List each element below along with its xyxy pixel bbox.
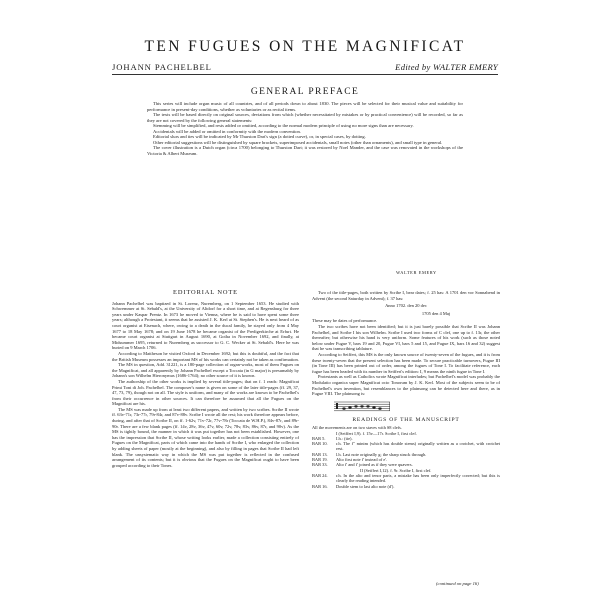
- general-preface-heading: GENERAL PREFACE: [250, 87, 360, 97]
- editorial-paragraph: According to Seiffert, this MS is the only known source of twenty-seven of the fugues, and it is from these twenty-seven that the present selection has been made. To secure practicable turnovers, Fugue III (in Tone III) has been printed out of order, among the fugues of Tone I. To facilitate reference, each fugue has been headed with its number in Seiffert's edition: I, 9 means the ninth fugue in Tone I.: [312, 351, 500, 374]
- editorial-paragraph: According to Mattheson he visited Oxford in December 1692; but this is doubtful, and the fact that the British Museum possesses an important MS of his works can certainly not be taken as confirmation.: [112, 350, 299, 362]
- preface-signature: WALTER EMERY: [396, 270, 437, 275]
- editorial-paragraph: The MS in question, Add. 31221, is a 180-page collection of organ-works, most of them Fugues on the Magnificat, and all apparently by Johann Pachelbel except a Toccata (in G major) is presumably by Johann's son Wilhelm Hieronymus (1686-1764); no other source of it is known.: [112, 362, 299, 379]
- readings-intro-text: All the movements are on two staves with S8 clefs.: [312, 425, 402, 431]
- editorial-paragraph: Johann Pachelbel was baptized in St. Lorenz, Nuremberg, on 1 September 1653. He studied with Schwemmer at St. Sebald's, at the University of Altdorf for a short time, and at Regensburg for three years under Kaspar Prentz. In 1673 he moved to Vienna, where he is said to have spent some three years; although a Protestant, it seems that he assisted J. K. Kerl at St. Stephen's. He is next heard of as court organist at Eisenach, where, owing to a death in the ducal family, he stayed only from 4 May 1677 to 18 May 1678; and on 19 June 1678 he became organist of the Predigerkirche at Erfurt. He became court organist at Stuttgart in August 1690, at Gotha in November 1692, and finally, at Midsummer 1695, returned to Nuremberg as successor to G. C. Wecker at St. Sebald's. Here he was buried on 9 March 1706.: [112, 300, 299, 351]
- preface-paragraph: Other editorial suggestions will be distinguished by square brackets, superimposed accidentals, small notes (other than ornaments), and small type in general.: [153, 139, 443, 145]
- editorial-paragraph: The MS was made up from at least two different papers, and written by two scribes. Scribe II wrote ff. 63v-71r, 73r-77r, 79r-84r, and 87v-88v. Scribe I wrote all the rest; his work therefore appears before, during, and after that of Scribe II, on ff. 1-62v, 71v-72r, 77v-78r (Toccata de W.H.P.), 84v-87r, and 89r-90r. There are a few blank pages (ff. 14v, 28v, 36v, 47v, 60v, 72v, 78v, 83v, 86v, 87r, and 90v). As the MS is tightly bound, the manner in which it was put together has not been established. However, one has the impression that Scribe II, whose writing looks earlier, made a collection consisting entirely of Fugues on the Magnificat, parts of which came into the hands of Scribe I, who enlarged the collection by adding sheets of paper (mostly at the beginning), and also by filling in pages that Scribe II had left blank. The unsystematic way in which the MS was put together is reflected in the confused arrangement of its contents; but it is obvious that the Fugues on the Magnificat ought to have been grouped according to their Tones.: [112, 406, 299, 468]
- date-line: 1705 den 4 Maj: [421, 310, 451, 316]
- continued-note: (continued on page 16): [436, 581, 479, 586]
- reading-bar: BAR 13.: [312, 451, 328, 457]
- reading-bar: BAR 19.: [312, 457, 328, 463]
- reading-text: r.h. In the alto and tenor parts, a mistake has been only imperfectly corrected; but this is clearly the reading intended.: [336, 472, 500, 484]
- title-page-dates-intro: Two of the title-pages, both written by Scribe I, bear dates; f. 25 has: A 1701 den vor Sonnabend in Advent (the second Saturday in Advent); f. 37 has:: [312, 290, 500, 301]
- work-title: TEN FUGUES ON THE MAGNIFICAT: [144, 38, 466, 55]
- editorial-note-column: [112, 290, 299, 468]
- reading-bar: BAR 33.: [312, 462, 328, 468]
- general-preface-body: [147, 101, 463, 156]
- composer-name: JOHANN PACHELBEL: [112, 62, 212, 72]
- readings-heading: READINGS OF THE MANUSCRIPT: [352, 416, 460, 423]
- preface-paragraph: Stemming will be simplified, and rests added or omitted, according to the normal modern principle of using no more signs than are necessary.: [153, 123, 414, 129]
- preface-paragraph: The texts will be based directly on original sources, deviations from which (whether necessitated by mistakes or by practical convenience) will be recorded, so far as they are not covered by the following general statements:: [147, 112, 463, 123]
- reading-text: Alto first note f' instead of e'.: [336, 457, 388, 463]
- editorial-continuation-column: [312, 290, 500, 489]
- reading-text: I.h.: (tie).: [336, 435, 353, 441]
- reading-bar: BAR 10.: [312, 441, 328, 447]
- editorial-paragraph: The authorship of the other works is implied by several title-pages; that on f. 1 reads: Magnificat Primi Toni di Joh. Pachelbel. The composer's name is given on some of the later title-pages (ff. 29, 37, 47, 73, 79), though not on all. The style is uniform, and many of the works are known to be Pachelbel's from their occurrence in other sources. It can therefore be assumed that all the Fugues on the Magnificat are his.: [112, 378, 299, 407]
- reading-bar: BAR 24.: [312, 472, 328, 478]
- editorial-paragraph: Protestants as well as Catholics wrote Magnificat interludes; but Pachelbel's model was probably the Modulatio organica super Magnificat octo Tonorum by J. K. Kerl. Most of the subjects seem to be of Pachelbel's own invention, but resemblances to the plainsong can be detected here and there, as in Fugue VIII. The plainsong is:: [312, 374, 500, 397]
- dates-remark: These may be dates of performance.: [312, 318, 378, 324]
- reading-entry: [312, 441, 500, 452]
- preface-paragraph: Editorial slurs and ties will be indicated by Mr Thurston Dart's sign (a dotted curve), or, in special cases, by dotting.: [153, 134, 366, 140]
- preface-paragraph: This series will include organ music of all countries, and of all periods down to about 1830. The pieces will be selected for their musical value and suitability for performance in present-day conditions, whether as voluntaries or as recital items.: [147, 101, 463, 112]
- reading-text: II (Seiffert I,12). f. 9r. Scribe I, first clef.: [360, 467, 432, 473]
- header-rule: [112, 74, 498, 75]
- reading-text: Alto f' and f' joined as if they were quavers.: [336, 462, 413, 468]
- plainsong-staff-image: [334, 400, 390, 413]
- date-line: Anno 1702. den 20 dec: [385, 303, 427, 309]
- editor-credit: Edited by WALTER EMERY: [395, 62, 498, 72]
- reading-text: Double stem to last alto note (d').: [336, 483, 395, 489]
- reading-entry: [312, 484, 500, 489]
- reading-entry: [312, 473, 500, 484]
- preface-paragraph: Accidentals will be added or omitted in conformity with the modern convention.: [153, 128, 301, 134]
- editorial-note-heading: EDITORIAL NOTE: [173, 289, 238, 296]
- preface-paragraph: The cover illustration is a Dutch organ (circa 1700) belonging to Thurston Dart; it was restored by Noel Mander, and the case was renovated in the workshops of the Victoria & Albert Museum.: [147, 145, 463, 156]
- reading-text: r.h. The f" minim (which has double stems) originally written as a crotchet, with crotchet rest.: [336, 441, 500, 452]
- editorial-paragraph: The two scribes have not been identified; but it is just barely possible that Scribe II was Johann Pachelbel, and Scribe I his son Wilhelm. Scribe I used two forms of C clef, one up to f. 13r, the other thereafter; but otherwise his hand is very uniform. Some features of his work (such as those noted below under Fugue V, bars 19 and 20, Fugue VI, bars 5 and 15, and Fugue IX, bars 16 and 32) suggest that he was transcribing tablature.: [312, 323, 500, 352]
- reading-text: l.h. Last note originally g; the sharp struck through.: [336, 451, 427, 457]
- reading-text: I (Seiffert I,9). f. 15v—17r. Scribe I, first clef.: [336, 430, 417, 436]
- reading-bar: BAR 16.: [312, 483, 328, 489]
- reading-bar: BAR 5.: [312, 435, 326, 441]
